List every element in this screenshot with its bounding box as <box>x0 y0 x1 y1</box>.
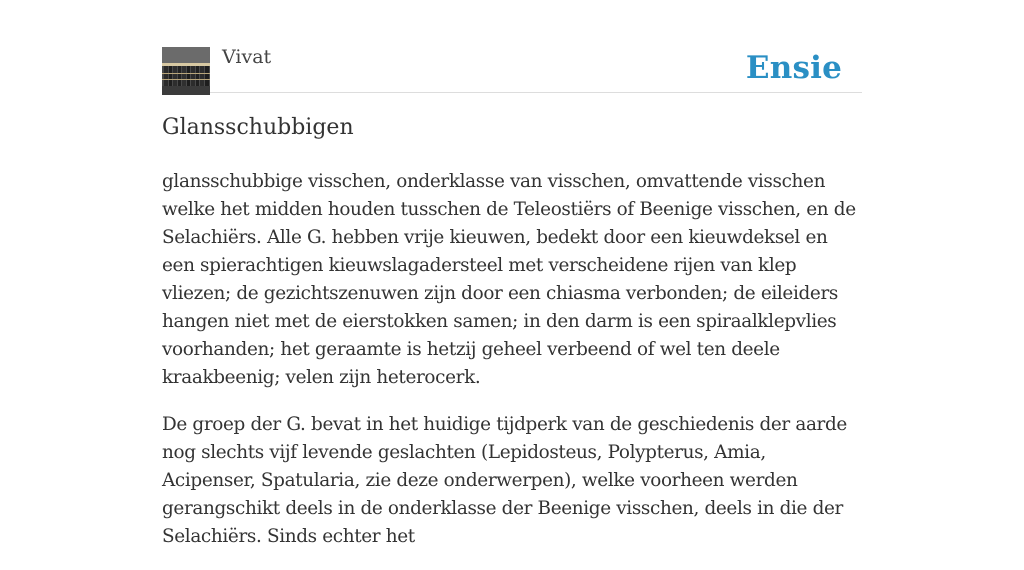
author-avatar[interactable] <box>162 47 210 95</box>
article-page <box>162 0 862 547</box>
brand-logo[interactable]: Ensie <box>745 50 842 86</box>
author-name[interactable]: Vivat <box>222 46 272 68</box>
article-paragraph: glansschubbige visschen, onderklasse van visschen, omvattende visschen welke het midden houden tusschen de Teleostiërs of Beenige visschen, en de Selachiërs. Alle G. hebben vrije kieuwen, bedekt door een kieuwdeksel en een spierachtigen kieuwslagadersteel met verscheidene rijen van klep vliezen; de gezichtszenuwen zijn door een chiasma verbonden; de eileiders hangen niet met de eierstokken samen; in den darm is een spiraalklepvlies voorhanden; het geraamte is hetzij geheel verbeend of wel ten deele kraakbeenig; velen zijn heterocerk. <box>162 171 856 388</box>
header <box>162 0 862 93</box>
book-spines-avatar-icon <box>162 47 210 95</box>
article-body <box>162 168 862 570</box>
article-paragraph: De groep der G. bevat in het huidige tijdperk van de geschiedenis der aarde nog slechts vijf levende geslachten (Lepidosteus, Polypterus, Amia, Acipenser, Spatularia, zie deze onderwerpen), welke voorheen werden gerangschikt deels in de onderklasse der Beenige visschen, deels in die der Selachiërs. Sinds echter het <box>162 414 847 547</box>
page-title: Glansschubbigen <box>162 115 354 140</box>
